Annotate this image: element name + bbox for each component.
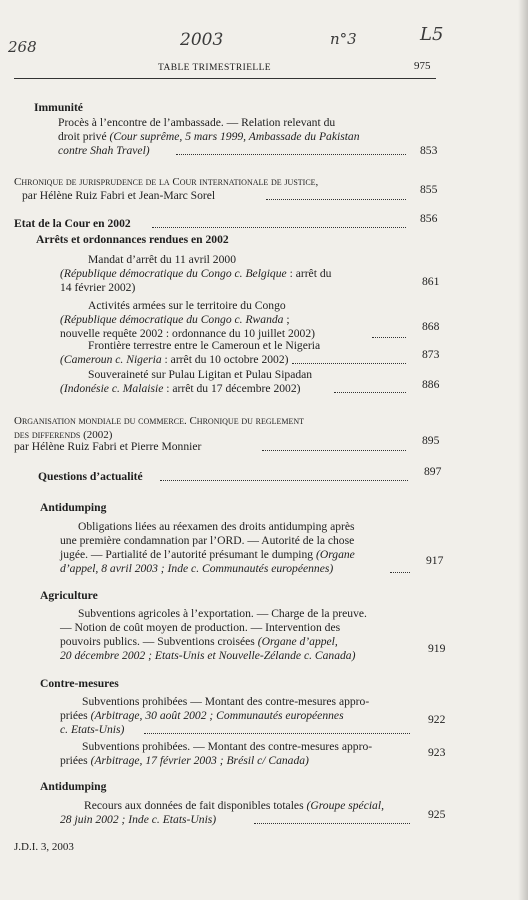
entry-text-span: priées [60,709,91,722]
page-ref: 917 [426,554,444,567]
heading-antidumping: Antidumping [40,780,107,793]
page-ref: 853 [420,144,438,157]
dot-leader [390,572,410,573]
dot-leader [262,450,406,451]
handwritten-year: 2003 [180,30,224,50]
entry-text [60,267,331,281]
entry-text [60,353,289,367]
dot-leader [334,392,406,393]
section-title-omc: des differends (2002) [14,429,113,441]
entry-text: Activités armées sur le territoire du Congo [88,299,286,312]
entry-text-italic: (Organe d’appel, [257,635,338,648]
page-ref: 895 [422,434,440,447]
entry-text: nouvelle requête 2002 : ordonnance du 10 juillet 2002) [60,327,315,340]
section-authors: par Hélène Ruiz Fabri et Jean-Marc Sorel [22,189,216,202]
entry-text: Souveraineté sur Pulau Ligitan et Pulau Sipadan [88,368,313,381]
entry-text-span: ; [283,313,290,326]
dot-leader [176,154,406,155]
page-ref: 897 [424,465,442,478]
heading-questions: Questions d’actualité [38,470,143,483]
running-head-title: TABLE TRIMESTRIELLE [158,63,271,73]
entry-text: 14 février 2002) [60,281,136,294]
entry-text: Subventions prohibées — Montant des contre-mesures appro- [82,695,370,708]
header-rule [14,78,436,79]
entry-text-span: Recours aux données de fait disponibles totales [84,799,307,812]
dot-leader [372,337,406,338]
entry-text: une première condamnation par l’ORD. — Autorité de la chose [60,534,355,547]
entry-text: Subventions prohibées. — Montant des contre-mesures appro- [82,740,373,753]
entry-text: 20 décembre 2002 ; Etats-Unis et Nouvelle-Zélande c. Canada) [60,649,356,662]
section-title-omc: Organisation mondiale du commerce. Chronique du reglement [14,415,305,427]
handwritten-page-number: 268 [8,38,37,56]
entry-text [60,709,344,723]
entry-text-italic: (Cour suprême, 5 mars 1999, Ambassade du Pakistan [109,130,360,143]
entry-text [60,548,355,562]
entry-text: Obligations liées au réexamen des droits antidumping après [78,520,355,533]
entry-text: Mandat d’arrêt du 11 avril 2000 [88,253,236,266]
entry-text-span: droit privé [58,130,110,143]
entry-text [60,382,301,396]
handwritten-mark: L5 [420,24,444,45]
entry-text-span: priées [60,754,91,767]
page-ref: 855 [420,183,438,196]
handwritten-issue: n°3 [330,30,357,48]
page-ref: 922 [428,713,446,726]
entry-text-italic: (Arbitrage, 30 août 2002 ; Communautés européennes [90,709,344,722]
entry-text-italic: (Organe [315,548,355,561]
entry-text-span: : arrêt du 10 octobre 2002) [161,353,289,366]
entry-text [58,130,360,144]
entry-text-italic: (Cameroun c. Nigeria [60,353,162,366]
entry-text: Subventions agricoles à l’exportation. — Charge de la preuve. [78,607,367,620]
heading-arrets: Arrêts et ordonnances rendues en 2002 [36,233,229,246]
dot-leader [152,227,406,228]
section-authors: par Hélène Ruiz Fabri et Pierre Monnier [14,440,202,453]
page-edge-shadow [518,0,528,900]
entry-text: 28 juin 2002 ; Inde c. Etats-Unis) [60,813,217,826]
entry-text-span: pouvoirs publics. — Subventions croisées [60,635,258,648]
heading-contre-mesures: Contre-mesures [40,677,119,690]
page-ref: 886 [422,378,440,391]
heading-etat-cour: Etat de la Cour en 2002 [14,217,131,230]
page-ref: 868 [422,320,440,333]
heading-antidumping: Antidumping [40,501,107,514]
entry-text-italic: (Indonésie c. Malaisie [60,382,164,395]
page-ref: 919 [428,642,446,655]
running-head-page-number: 975 [414,60,431,72]
entry-text-span: : arrêt du [286,267,332,280]
entry-text [60,754,309,768]
page-ref: 925 [428,808,446,821]
entry-text-italic: (République démocratique du Congo c. Rwanda [60,313,284,326]
entry-text [84,799,384,813]
entry-text-italic: (Groupe spécial, [306,799,384,812]
page-ref: 861 [422,275,440,288]
entry-text: — Notion de coût moyen de production. — Intervention des [60,621,341,634]
footer-reference: J.D.I. 3, 2003 [14,841,74,853]
entry-text-italic: (République démocratique du Congo c. Belgique [60,267,287,280]
dot-leader [292,363,406,364]
entry-text: c. Etats-Unis) [60,723,125,736]
page-ref: 923 [428,746,446,759]
entry-text: Procès à l’encontre de l’ambassade. — Relation relevant du [58,116,336,129]
page-ref: 873 [422,348,440,361]
entry-text: Frontière terrestre entre le Cameroun et le Nigeria [88,339,321,352]
dot-leader [266,199,406,200]
page-ref: 856 [420,212,438,225]
heading-immunite: Immunité [34,101,83,114]
section-title-cij: Chronique de jurisprudence de la Cour internationale de justice, [14,176,319,188]
entry-text-italic: (Arbitrage, 17 février 2003 ; Brésil c/ Canada) [90,754,309,767]
dot-leader [254,823,410,824]
entry-text [60,313,290,327]
entry-text-span: jugée. — Partialité de l’autorité présumant le dumping [60,548,316,561]
entry-text-span: : arrêt du 17 décembre 2002) [163,382,301,395]
entry-text [60,635,338,649]
dot-leader [160,480,408,481]
heading-agriculture: Agriculture [40,589,98,602]
dot-leader [144,733,410,734]
entry-text: contre Shah Travel) [58,144,150,157]
entry-text: d’appel, 8 avril 2003 ; Inde c. Communautés européennes) [60,562,334,575]
